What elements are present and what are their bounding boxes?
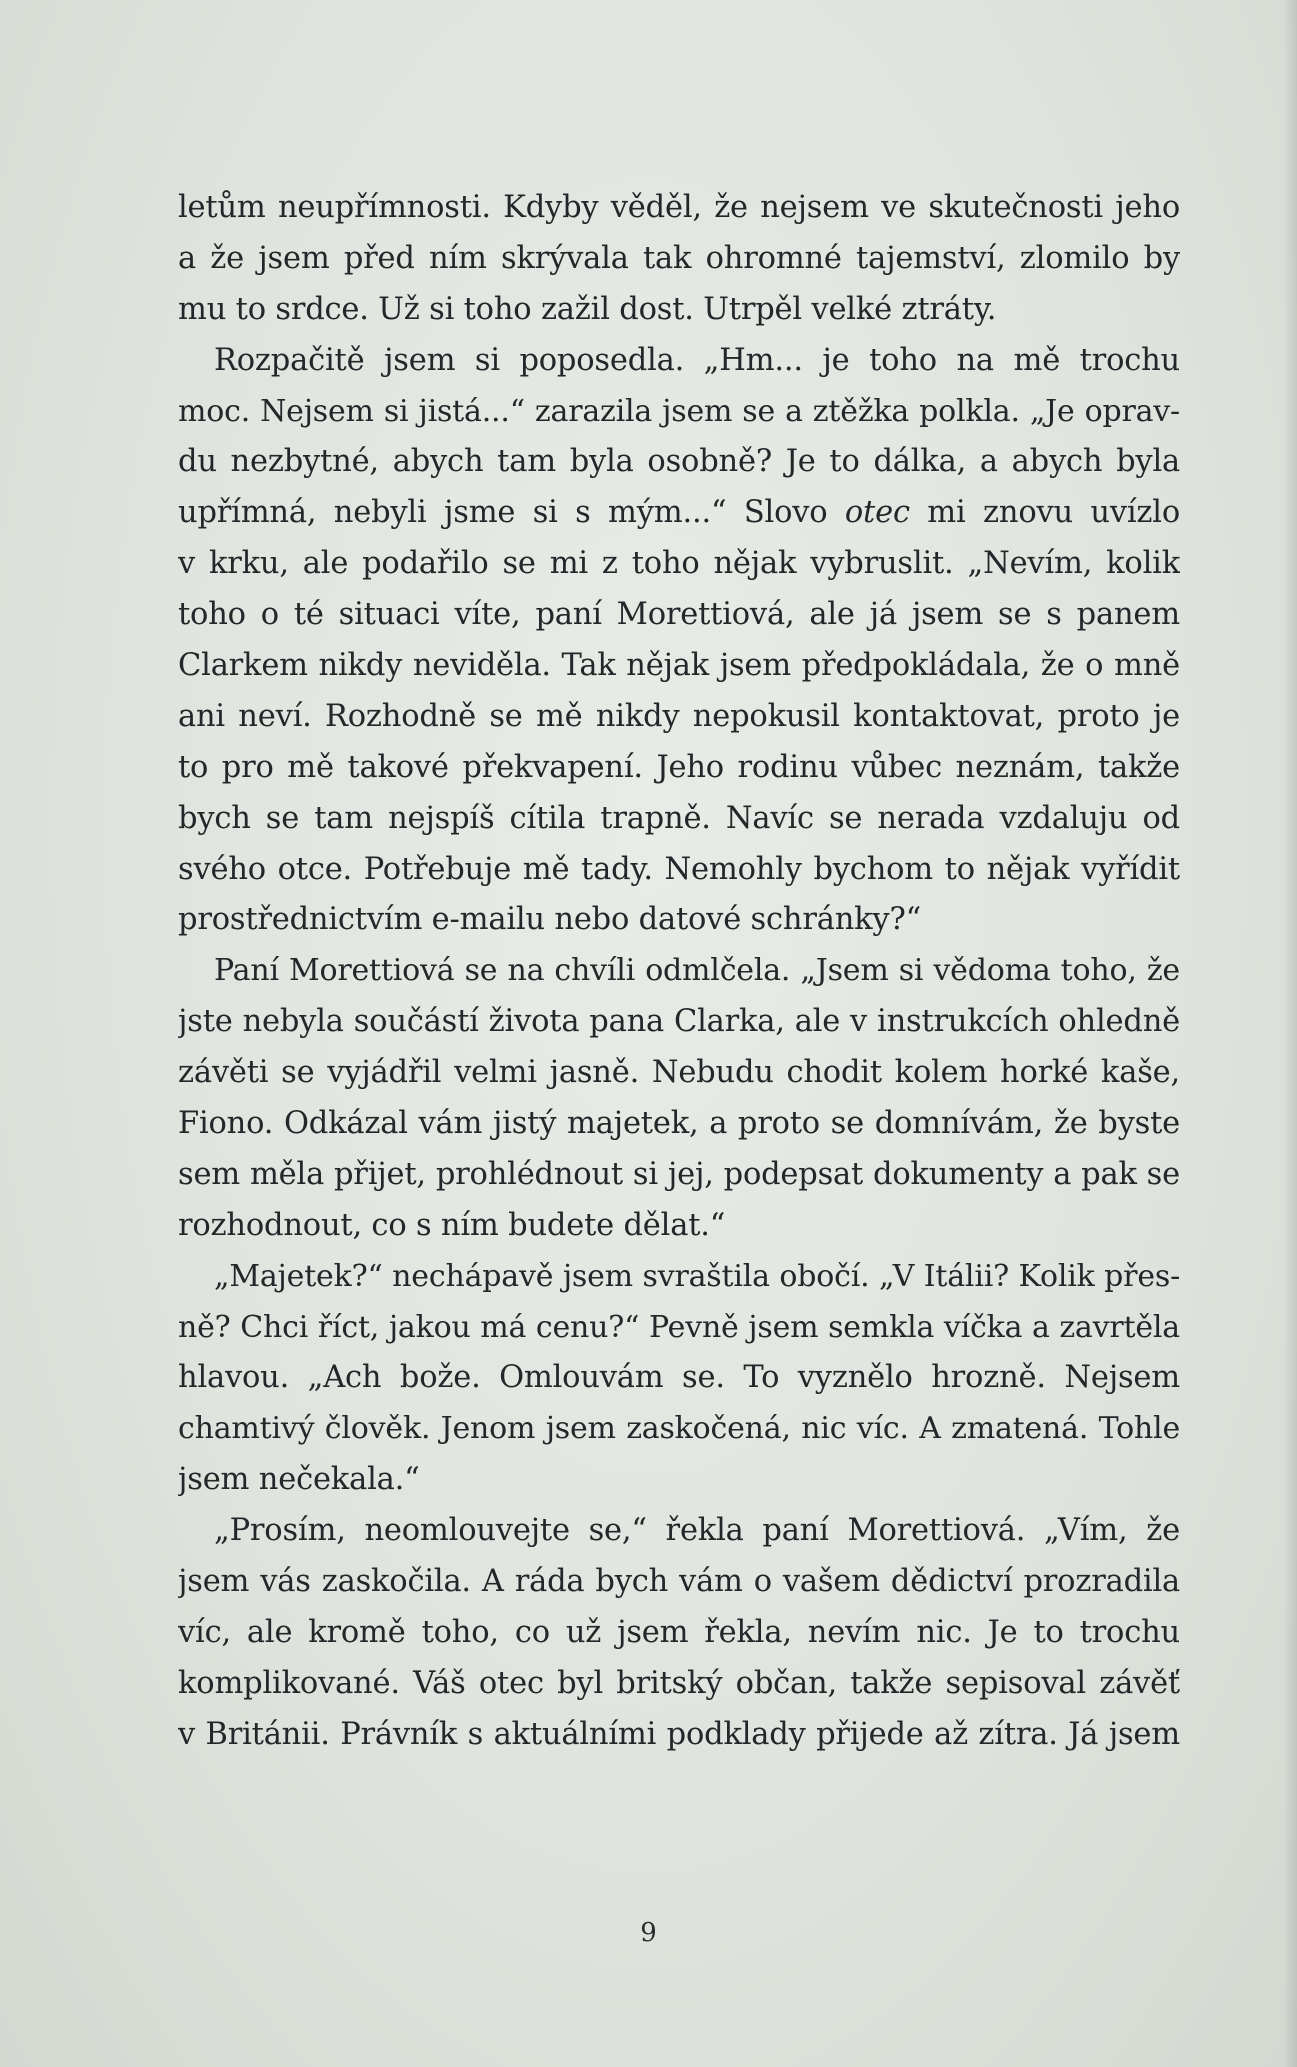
text-line: Paní Morettiová se na chvíli odmlčela. „Jsem si vědoma toho, že bbox=[214, 953, 1180, 989]
text-line: v krku, ale podařilo se mi z toho nějak vybruslit. „Nevím, kolik bbox=[178, 546, 1180, 582]
text-line: hlavou. „Ach bože. Omlouvám se. To vyznělo hrozně. Nejsem bbox=[178, 1360, 1180, 1396]
text-line: „Majetek?“ nechápavě jsem svraštila obočí. „V Itálii? Kolik přes- bbox=[214, 1258, 1180, 1294]
text-line: Fiono. Odkázal vám jistý majetek, a proto se domnívám, že byste bbox=[178, 1106, 1180, 1142]
text-line: víc, ale kromě toho, co už jsem řekla, nevím nic. Je to trochu bbox=[178, 1614, 1180, 1650]
text-line: jsem nečekala.“ bbox=[178, 1462, 420, 1498]
page-number: 9 bbox=[640, 1918, 657, 1948]
text-line: letům neupřímnosti. Kdyby věděl, že nejsem ve skutečnosti jeho bbox=[178, 190, 1180, 225]
text-line: mu to srdce. Už si toho zažil dost. Utrpěl velké ztráty. bbox=[178, 291, 997, 327]
text-line: moc. Nejsem si jistá...“ zarazila jsem se a ztěžka polkla. „Je oprav- bbox=[178, 393, 1180, 429]
text-line: ně? Chci říct, jakou má cenu?“ Pevně jsem semkla víčka a zavrtěla bbox=[178, 1309, 1180, 1345]
text-line: komplikované. Váš otec byl britský občan, takže sepisoval závěť bbox=[178, 1665, 1180, 1701]
text-line: du nezbytné, abych tam byla osobně? Je to dálka, a abych byla bbox=[178, 444, 1180, 480]
text-line: a že jsem před ním skrývala tak ohromné tajemství, zlomilo by bbox=[178, 240, 1180, 276]
text-line: svého otce. Potřebuje mě tady. Nemohly bychom to nějak vyřídit bbox=[178, 851, 1180, 887]
italic-word: otec bbox=[844, 495, 910, 531]
text-line: „Prosím, neomlouvejte se,“ řekla paní Morettiová. „Vím, že bbox=[214, 1513, 1180, 1549]
text-line: bych se tam nejspíš cítila trapně. Navíc se nerada vzdaluju od bbox=[178, 800, 1180, 836]
text-line: toho o té situaci víte, paní Morettiová, ale já jsem se s panem bbox=[178, 597, 1180, 633]
text-line: v Británii. Právník s aktuálními podklady přijede až zítra. Já jsem bbox=[178, 1716, 1180, 1752]
text-line: sem měla přijet, prohlédnout si jej, podepsat dokumenty a pak se bbox=[178, 1156, 1180, 1192]
text-line: jsem vás zaskočila. A ráda bych vám o vašem dědictví prozradila bbox=[178, 1564, 1180, 1600]
text-line: Rozpačitě jsem si poposedla. „Hm... je toho na mě trochu bbox=[214, 342, 1180, 378]
text-line: prostřednictvím e-mailu nebo datové schránky?“ bbox=[178, 902, 921, 938]
text-line: chamtivý člověk. Jenom jsem zaskočená, nic víc. A zmatená. Tohle bbox=[178, 1411, 1180, 1447]
body-text bbox=[178, 183, 1180, 1761]
text-line: jste nebyla součástí života pana Clarka, ale v instrukcích ohledně bbox=[178, 1004, 1180, 1040]
text-line: ani neví. Rozhodně se mě nikdy nepokusil kontaktovat, proto je bbox=[178, 698, 1180, 734]
text-line: rozhodnout, co s ním budete dělat.“ bbox=[178, 1207, 726, 1243]
page-edge-shadow bbox=[1283, 0, 1297, 2067]
text-line: Clarkem nikdy neviděla. Tak nějak jsem předpokládala, že o mně bbox=[178, 648, 1180, 684]
text-line: závěti se vyjádřil velmi jasně. Nebudu chodit kolem horké kaše, bbox=[178, 1055, 1180, 1091]
text-line: upřímná, nebyli jsme si s mým...“ Slovo otec mi znovu uvízlo bbox=[178, 495, 1180, 531]
text-line: to pro mě takové překvapení. Jeho rodinu vůbec neznám, takže bbox=[178, 749, 1180, 785]
